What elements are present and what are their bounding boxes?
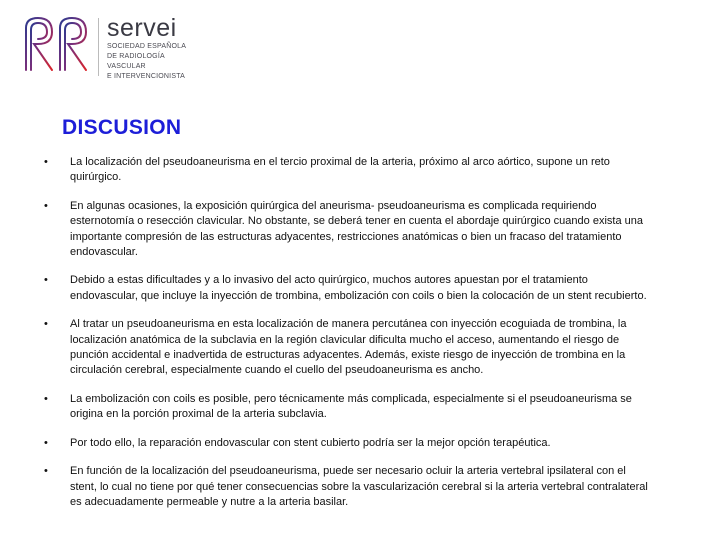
bullet-item	[44, 199, 654, 261]
bullet-dot-icon: •	[44, 274, 48, 287]
brand-subtitle-line-3: VASCULAR	[107, 63, 146, 70]
bullet-item	[44, 273, 654, 304]
servei-logo	[22, 14, 186, 81]
bullet-text: Debido a estas dificultades y a lo invasivo del acto quirúrgico, muchos autores apuestan por el tratamiento endovascular, que incluye la inyección de trombina, embolización con coils o bien la colocación de un stent recubierto.	[70, 274, 647, 302]
bullet-dot-icon: •	[44, 156, 48, 168]
bullet-dot-icon: •	[44, 318, 48, 331]
bullet-text: Al tratar un pseudoaneurisma en esta localización de manera percutánea con inyección ecoguiada de trombina, la localización anatómica de la subclavia en la región clavicular dificulta mucho el acceso, aumentando el riesgo de punción accidental e inadvertida de estructuras adyacentes. Además, existe riesgo de inyección de trombina en la circulación cerebral, especialmente cuando el cuello del pseudoaneurisma es ancho.	[70, 318, 627, 377]
rr-logo-mark-icon	[22, 14, 92, 72]
brand-subtitle-line-1: SOCIEDAD ESPAÑOLA	[107, 43, 187, 50]
bullet-text: En algunas ocasiones, la exposición quirúrgica del aneurisma- pseudoaneurisma es complicada requiriendo esternotomía o resección clavicular. No obstante, se deberá tener en cuenta el abordaje quirúrgico cuando exista una importante compresión de las estructuras adyacentes, restricciones anatómicas o bien un fracaso del tratamiento endovascular.	[70, 199, 643, 259]
brand-subtitle-line-4: E INTERVENCIONISTA	[107, 73, 186, 80]
bullet-item	[44, 155, 654, 186]
brand-name: servei	[107, 14, 177, 42]
discussion-bullet-list	[44, 155, 654, 523]
bullet-item	[44, 392, 654, 423]
brand-text	[107, 14, 186, 81]
brand-subtitle-line-2: DE RADIOLOGÍA	[107, 53, 165, 60]
bullet-text: La localización del pseudoaneurisma en el tercio proximal de la arteria, próximo al arco aórtico, supone un reto quirúrgico.	[70, 156, 610, 184]
bullet-dot-icon: •	[44, 392, 48, 405]
bullet-text: La embolización con coils es posible, pero técnicamente más complicada, especialmente si el pseudoaneurisma se origina en la porción proximal de la arteria subclavia.	[70, 392, 632, 421]
slide-title: DISCUSION	[62, 116, 182, 139]
bullet-item	[44, 436, 654, 451]
bullet-dot-icon: •	[44, 436, 48, 449]
bullet-item	[44, 317, 654, 379]
bullet-text: En función de la localización del pseudoaneurisma, puede ser necesario ocluir la arteria vertebral ipsilateral con el stent, lo cual no tiene por qué tener consecuencias sobre la vascularización cerebral si la arteria vertebral contralateral es adecuadamente permeable y nutre a la arteria basilar.	[70, 465, 648, 508]
bullet-item	[44, 464, 654, 510]
bullet-dot-icon: •	[44, 465, 48, 478]
bullet-text: Por todo ello, la reparación endovascular con stent cubierto podría ser la mejor opción terapéutica.	[70, 436, 551, 449]
bullet-dot-icon: •	[44, 199, 48, 212]
logo-divider	[98, 18, 99, 76]
